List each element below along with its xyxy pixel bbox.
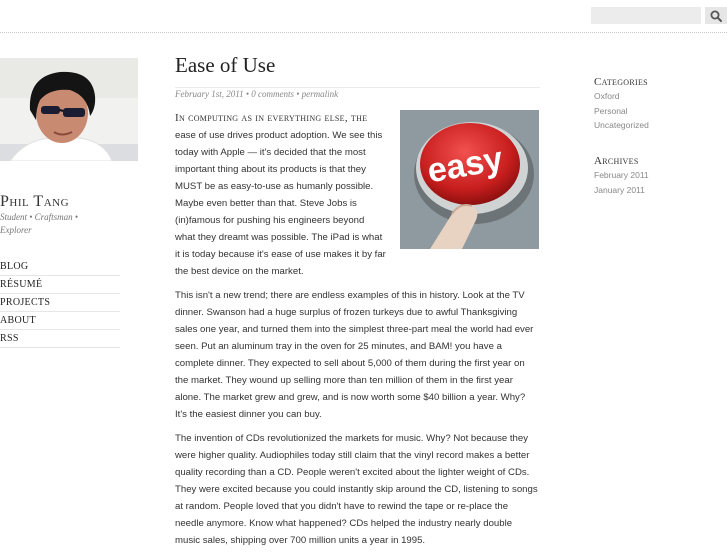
search-input[interactable] <box>591 7 701 24</box>
meta-separator: • <box>293 89 302 99</box>
post-body <box>175 110 539 556</box>
post-permalink[interactable]: permalink <box>301 89 339 99</box>
lead-in: In computing as in everything else, the <box>175 112 368 124</box>
category-link-uncategorized[interactable]: Uncategorized <box>594 120 649 130</box>
search-icon <box>710 10 722 22</box>
nav-item-about[interactable]: ABOUT <box>0 313 120 330</box>
post-comments-link[interactable]: 0 comments <box>251 89 294 99</box>
post-date-link[interactable]: February 1st, 2011 <box>175 89 244 99</box>
avatar <box>0 58 138 161</box>
categories-title: Categories <box>594 76 648 88</box>
paragraph-3: The invention of CDs revolutionized the markets for music. Why? Not because they were higher quality. Audiophiles today still claim that the vinyl record makes a better quality recording than a CD. People weren't excited about the lighter weight of CDs. They were excited because you could instantly skip around the CD, listening to songs at random. People loved that you didn't have to rewind the tape or re-place the needle anymore. Know what happened? CDs helped the industry nearly double music sales, shipping over 700 million units a year in 1995. <box>175 433 538 546</box>
easy-label: easy <box>424 139 506 191</box>
archives-widget <box>594 155 714 197</box>
paragraph-1-rest: ease of use drives product adoption. We see this today with Apple — it's decided that the most important thing about its products is that they MUST be as easy-to-use as humanly possible. Maybe even better than that. Steve Jobs is (in)famous for pushing his engineers beyond what they dreamt was possible. The iPad is what it is today because it's ease of use makes it by far the best device on the market. <box>175 130 386 277</box>
category-link-oxford[interactable]: Oxford <box>594 91 620 101</box>
meta-separator: • <box>243 89 252 99</box>
search-button[interactable] <box>705 7 727 24</box>
author-tagline: Student • Craftsman • Explorer <box>0 212 79 235</box>
category-link-personal[interactable]: Personal <box>594 105 628 116</box>
easy-button-image <box>400 110 539 249</box>
post-title[interactable]: Ease of Use <box>175 53 276 77</box>
archives-title: Archives <box>594 155 639 167</box>
nav-item-resume[interactable]: RÉSUMÉ <box>0 277 120 294</box>
paragraph-2: This isn't a new trend; there are endless examples of this in history. Look at the TV dinner. Swanson had a huge surplus of frozen turkeys due to awful Thanksgiving sales one year, and turned them into the simplest three-part meal the world had ever seen. Put an aluminum tray in the oven for 25 minutes, and BAM! you have a complete dinner. They expected to sell about 5,000 of them during the first year on the market. They wound up selling more than ten million of them in the first year alone. The market grew and grew, and is now worth some $40 billion a year. Why? It's the easiest dinner you can buy. <box>175 290 534 420</box>
top-bar <box>0 0 727 33</box>
nav-item-rss[interactable]: RSS <box>0 331 120 348</box>
archive-link-january-2011[interactable]: January 2011 <box>594 184 645 195</box>
categories-widget <box>594 76 714 133</box>
post-meta <box>175 87 540 99</box>
main-nav <box>0 259 120 349</box>
nav-item-projects[interactable]: PROJECTS <box>0 295 120 312</box>
archive-link-february-2011[interactable]: February 2011 <box>594 170 649 180</box>
author-name: Phil Tang <box>0 193 70 210</box>
nav-item-blog[interactable]: BLOG <box>0 259 120 276</box>
